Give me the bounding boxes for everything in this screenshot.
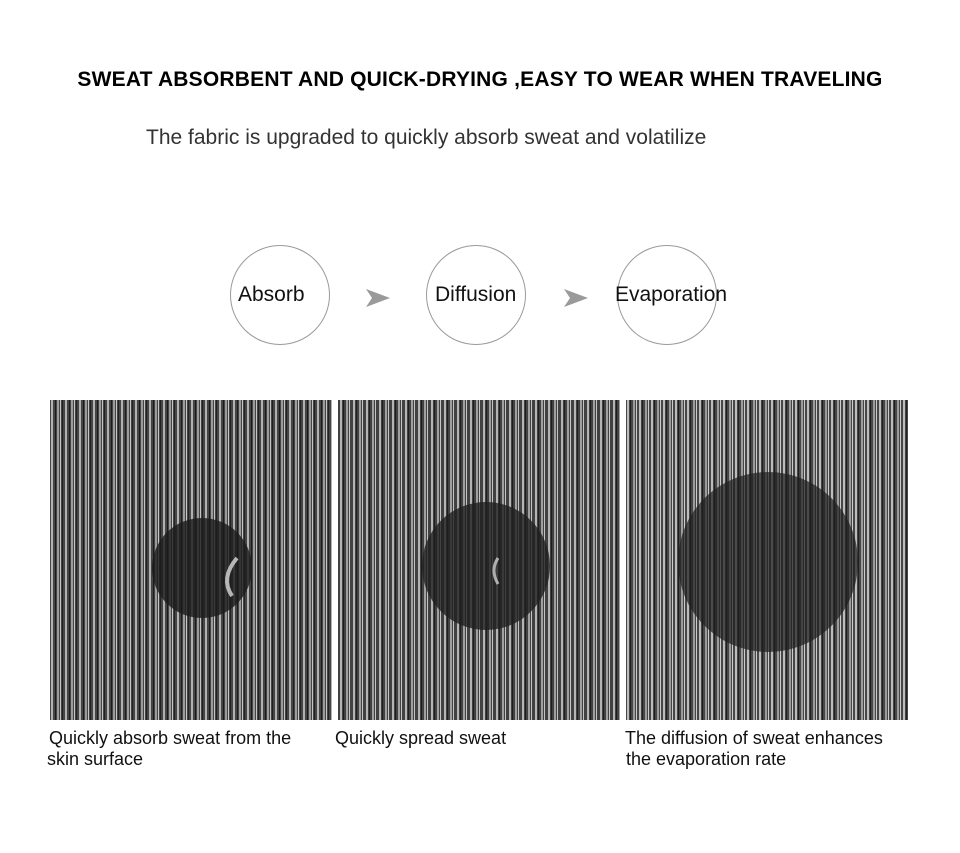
step-absorb-label: Absorb <box>238 283 305 306</box>
caption-absorb <box>49 728 291 770</box>
caption-absorb-line2: skin surface <box>47 749 144 769</box>
caption-absorb-line1: Quickly absorb sweat from the <box>49 728 292 748</box>
page-subheadline: The fabric is upgraded to quickly absorb sweat and volatilize <box>146 126 707 149</box>
caption-diffusion-line1: Quickly spread sweat <box>335 728 507 748</box>
caption-diffusion <box>335 728 506 749</box>
fabric-absorb-image <box>50 400 332 720</box>
step-evaporation-label: Evaporation <box>615 283 728 306</box>
fabric-evaporation-image <box>626 400 908 720</box>
step-diffusion-label: Diffusion <box>435 283 517 306</box>
page-headline: SWEAT ABSORBENT AND QUICK-DRYING ,EASY TO WEAR WHEN TRAVELING <box>77 68 883 91</box>
caption-evaporation <box>625 728 883 770</box>
right-arrowhead-icon <box>562 287 590 309</box>
fabric-diffusion-image <box>338 400 620 720</box>
caption-evaporation-line1: The diffusion of sweat enhances <box>625 728 883 748</box>
caption-evaporation-line2: the evaporation rate <box>626 749 787 769</box>
right-arrowhead-icon <box>364 287 392 309</box>
